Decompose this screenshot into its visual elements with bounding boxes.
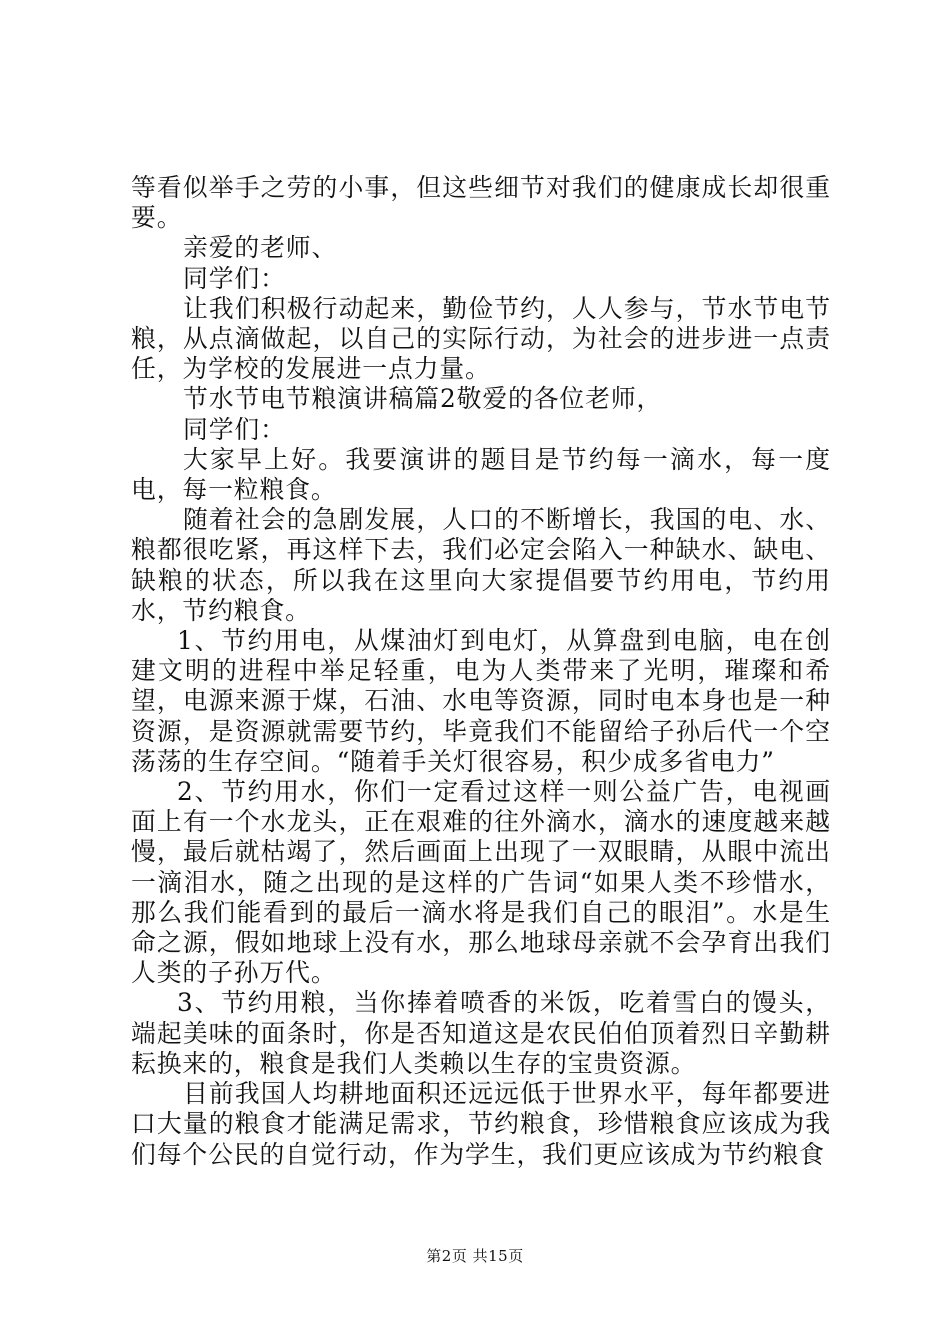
paragraph-save-electricity: 1、节约用电，从煤油灯到电灯，从算盘到电脑，电在创建文明的进程中举足轻重，电为人类带来了光明，璀璨和希望，电源来源于煤，石油、水电等资源，同时电本身也是一种资源，是资源就需要节约，毕竟我们不能留给子孙后代一个空荡荡的生存空间。“随着手关灯很容易，积少成多省电力” [131,626,831,776]
paragraph-intro-continuation: 等看似举手之劳的小事，但这些细节对我们的健康成长却很重要。 [131,173,831,233]
paragraph-background: 随着社会的急剧发展，人口的不断增长，我国的电、水、粮都很吃紧，再这样下去，我们必定会陷入一种缺水、缺电、缺粮的状态，所以我在这里向大家提倡要节约用电，节约用水，节约粮食。 [131,505,831,625]
paragraph-greeting: 大家早上好。我要演讲的题目是节约每一滴水，每一度电，每一粒粮食。 [131,444,831,505]
salutation-teachers: 亲爱的老师、 [183,233,338,263]
page-footer [0,1245,950,1266]
paragraph-call-to-action: 让我们积极行动起来，勤俭节约，人人参与，节水节电节粮，从点滴做起，以自己的实际行动，为社会的进步进一点责任，为学校的发展进一点力量。 [131,293,831,384]
document-body [131,173,831,1170]
salutation-students: 同学们： [183,263,286,293]
page-number: 第2页 共15页 [426,1247,524,1265]
paragraph-farmland: 目前我国人均耕地面积还远远低于世界水平，每年都要进口大量的粮食才能满足需求，节约粮食，珍惜粮食应该成为我们每个公民的自觉行动，作为学生，我们更应该成为节约粮食 [131,1079,831,1169]
paragraph-save-food: 3、节约用粮，当你捧着喷香的米饭，吃着雪白的馒头，端起美味的面条时，你是否知道这是农民伯伯顶着烈日辛勤耕耘换来的，粮食是我们人类赖以生存的宝贵资源。 [131,988,831,1078]
salutation-students-2: 同学们： [183,414,286,444]
paragraph-save-water: 2、节约用水，你们一定看过这样一则公益广告，电视画面上有一个水龙头，正在艰难的往外滴水，滴水的速度越来越慢，最后就枯竭了，然后画面上出现了一双眼睛，从眼中流出一滴泪水，随之出现的是这样的广告词“如果人类不珍惜水，那么我们能看到的最后一滴水将是我们自己的眼泪”。水是生命之源，假如地球上没有水，那么地球母亲就不会孕育出我们人类的子孙万代。 [131,777,831,988]
speech-2-heading: 节水节电节粮演讲稿篇2敬爱的各位老师， [183,384,663,414]
